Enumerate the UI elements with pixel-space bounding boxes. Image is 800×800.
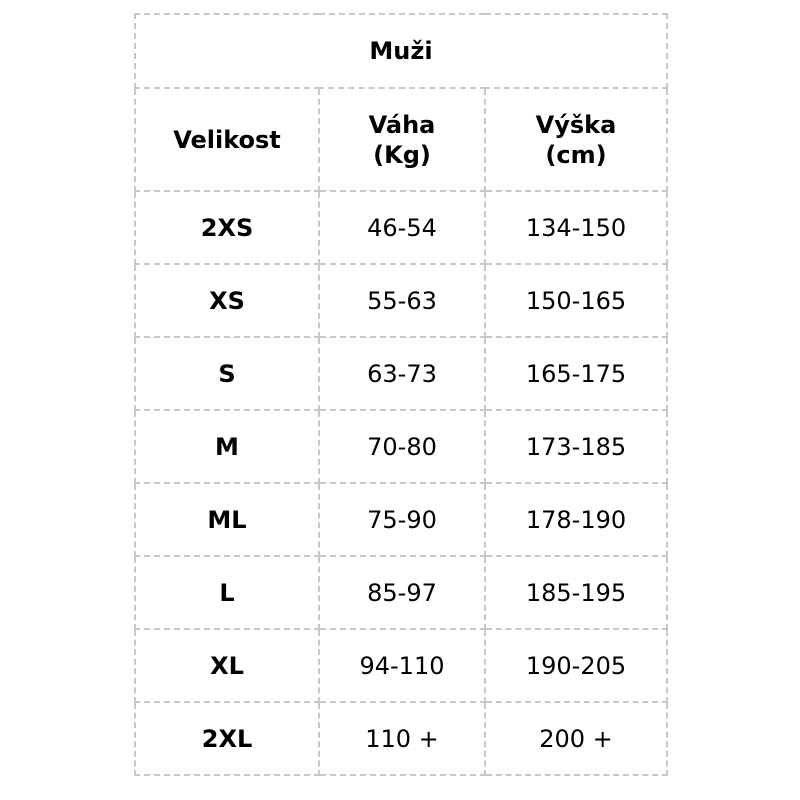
height-cell: 190-205 [485,629,667,702]
height-header-label: Výška [535,110,617,139]
size-cell: 2XL [135,702,319,775]
weight-cell: 63-73 [319,337,485,410]
size-cell: XS [135,264,319,337]
table-row [135,556,667,629]
height-cell: 150-165 [485,264,667,337]
weight-cell: 110 + [319,702,485,775]
weight-header-label: Váha [368,110,436,139]
table-row [135,264,667,337]
size-cell: S [135,337,319,410]
height-column-header [485,88,667,191]
size-cell: L [135,556,319,629]
weight-column-header [319,88,485,191]
table-row [135,337,667,410]
header-row [135,88,667,191]
table-row [135,702,667,775]
weight-cell: 85-97 [319,556,485,629]
table-row [135,410,667,483]
table-row [135,629,667,702]
height-cell: 200 + [485,702,667,775]
size-column-header: Velikost [135,88,319,191]
height-header-unit: (cm) [545,140,607,169]
height-cell: 178-190 [485,483,667,556]
table-row [135,191,667,264]
weight-cell: 46-54 [319,191,485,264]
weight-cell: 94-110 [319,629,485,702]
table-title: Muži [135,14,667,88]
weight-header-unit: (Kg) [373,140,431,169]
weight-cell: 75-90 [319,483,485,556]
size-cell: XL [135,629,319,702]
size-chart-table [134,13,668,776]
height-cell: 165-175 [485,337,667,410]
weight-cell: 55-63 [319,264,485,337]
weight-cell: 70-80 [319,410,485,483]
size-cell: 2XS [135,191,319,264]
table-row [135,483,667,556]
title-row [135,14,667,88]
size-cell: M [135,410,319,483]
height-cell: 134-150 [485,191,667,264]
height-cell: 173-185 [485,410,667,483]
size-cell: ML [135,483,319,556]
height-cell: 185-195 [485,556,667,629]
